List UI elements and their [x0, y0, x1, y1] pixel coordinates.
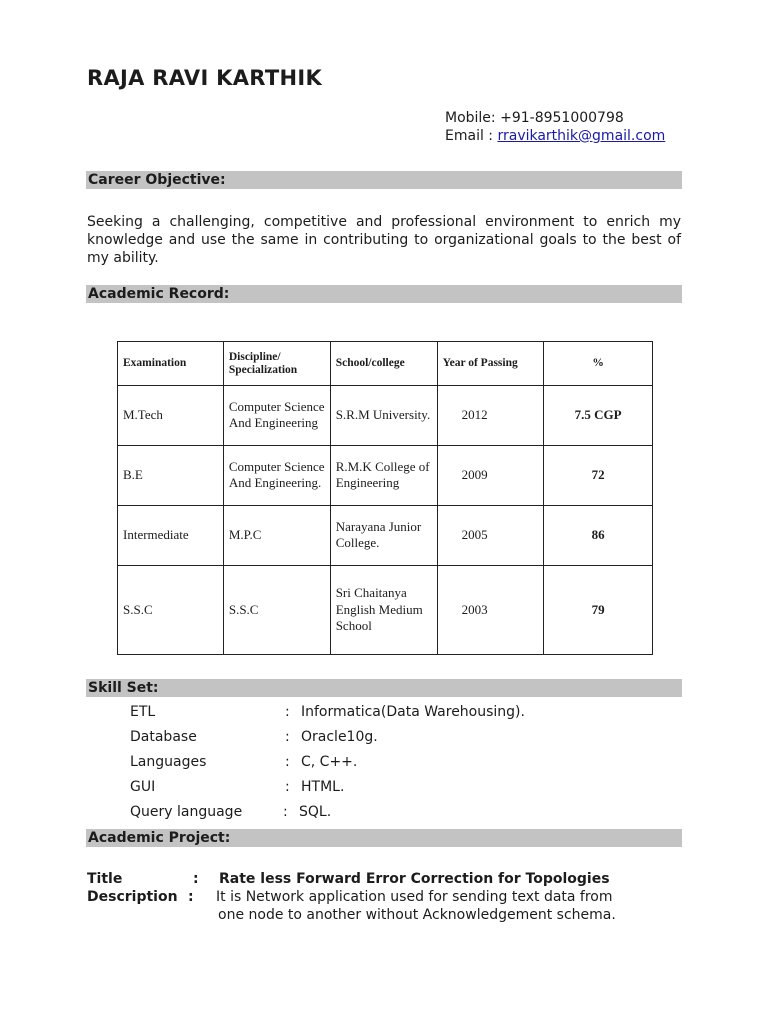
table-row: [118, 386, 653, 446]
table-row: [118, 505, 653, 565]
cell-discipline: Computer Science And Engineering.: [223, 445, 330, 505]
table-header-row: [118, 342, 653, 386]
cell-score: 86: [544, 505, 653, 565]
cell-year: 2009: [437, 445, 544, 505]
project-title: Rate less Forward Error Correction for Topologies: [219, 871, 610, 887]
project-description-label: Description: [87, 889, 178, 905]
skill-value: Informatica(Data Warehousing).: [301, 704, 525, 720]
skill-colon: :: [285, 729, 290, 745]
cell-year: 2005: [437, 505, 544, 565]
project-title-colon: :: [193, 871, 199, 887]
career-objective-text: Seeking a challenging, competitive and professional environment to enrich my knowledge and use the same in contributing to organizational goals to the best of my ability.: [87, 214, 681, 266]
header-percent: %: [544, 342, 653, 386]
header-examination: Examination: [118, 342, 224, 386]
mobile-line: [445, 109, 665, 127]
skill-colon: :: [285, 754, 290, 770]
skill-key: Query language: [130, 804, 243, 820]
cell-year: 2012: [437, 386, 544, 446]
mobile-number: +91-8951000798: [500, 110, 624, 126]
skill-key: GUI: [130, 779, 156, 795]
skill-set-heading: Skill Set:: [86, 679, 682, 697]
cell-school: Sri Chaitanya English Medium School: [330, 565, 437, 654]
skill-value: C, C++.: [301, 754, 358, 770]
project-description-line1: It is Network application used for sending text data from: [216, 889, 613, 905]
skill-colon: :: [285, 779, 290, 795]
header-school: School/college: [330, 342, 437, 386]
project-title-label: Title: [87, 871, 123, 887]
academic-record-table: [117, 341, 653, 655]
table-row: [118, 445, 653, 505]
skill-key: Database: [130, 729, 197, 745]
cell-exam: S.S.C: [118, 565, 224, 654]
cell-discipline: M.P.C: [223, 505, 330, 565]
cell-year: 2003: [437, 565, 544, 654]
cell-school: S.R.M University.: [330, 386, 437, 446]
table-row: [118, 565, 653, 654]
cell-discipline: S.S.C: [223, 565, 330, 654]
cell-exam: B.E: [118, 445, 224, 505]
cell-school: Narayana Junior College.: [330, 505, 437, 565]
project-description-line2: one node to another without Acknowledgement schema.: [218, 907, 616, 923]
cell-discipline: Computer Science And Engineering: [223, 386, 330, 446]
email-label: Email :: [445, 128, 494, 144]
academic-record-heading: Academic Record:: [86, 285, 682, 303]
cell-score: 72: [544, 445, 653, 505]
academic-project-heading: Academic Project:: [86, 829, 682, 847]
cell-score: 79: [544, 565, 653, 654]
mobile-label: Mobile:: [445, 110, 496, 126]
header-year: Year of Passing: [437, 342, 544, 386]
career-objective-heading: Career Objective:: [86, 171, 682, 189]
skill-value: Oracle10g.: [301, 729, 378, 745]
skill-key: Languages: [130, 754, 207, 770]
email-link[interactable]: rravikarthik@gmail.com: [497, 128, 666, 144]
header-discipline: Discipline/ Specialization: [223, 342, 330, 386]
cell-exam: Intermediate: [118, 505, 224, 565]
skill-colon: :: [283, 804, 288, 820]
cell-score: 7.5 CGP: [544, 386, 653, 446]
cell-exam: M.Tech: [118, 386, 224, 446]
email-line: [445, 127, 665, 145]
contact-block: [445, 109, 665, 145]
candidate-name: RAJA RAVI KARTHIK: [87, 66, 323, 90]
skill-value: SQL.: [299, 804, 332, 820]
skill-colon: :: [285, 704, 290, 720]
cell-school: R.M.K College of Engineering: [330, 445, 437, 505]
project-description-colon: :: [188, 889, 194, 905]
skill-key: ETL: [130, 704, 156, 720]
skill-value: HTML.: [301, 779, 345, 795]
